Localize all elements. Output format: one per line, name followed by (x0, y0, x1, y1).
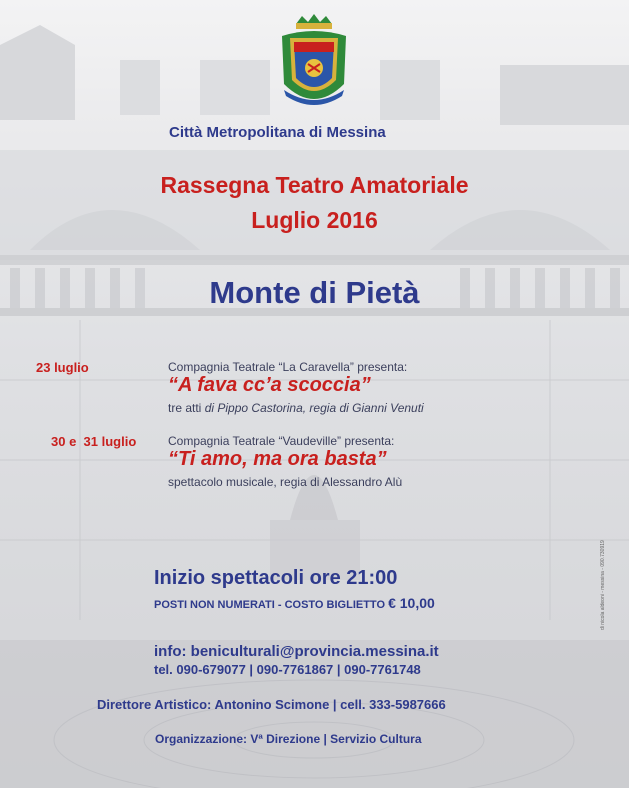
show-1-title: “A fava cc’a scoccia” (168, 374, 371, 396)
show-1-desc-prefix: tre atti (168, 401, 202, 415)
ticket-price: € 10,00 (388, 595, 435, 611)
show-2-title: “Ti amo, ma ora basta” (168, 448, 387, 470)
institution-name: Città Metropolitana di Messina (169, 124, 386, 141)
show-1-desc-author: di Pippo Castorina, regia di Gianni Venuti (204, 401, 424, 415)
start-time: Inizio spettacoli ore 21:00 (154, 567, 398, 589)
show-2-description: spettacolo musicale, regia di Alessandro Alù (168, 475, 403, 489)
info-email[interactable]: info: beniculturali@provincia.messina.it (154, 643, 439, 660)
organization: Organizzazione: Vª Direzione | Servizio Cultura (155, 732, 422, 746)
show-2-date: 30 e 31 luglio (51, 434, 137, 449)
event-date: Luglio 2016 (251, 207, 378, 233)
coat-of-arms-logo (278, 14, 350, 114)
designer-credit: di nicola aldeoni - messina - 090.730919 (600, 540, 606, 630)
show-1-company: Compagnia Teatrale “La Caravella” presenta: (168, 360, 408, 374)
venue-title: Monte di Pietà (209, 275, 420, 310)
show-1-date: 23 luglio (36, 360, 89, 375)
ticket-text: POSTI NON NUMERATI - COSTO BIGLIETTO (154, 599, 386, 611)
event-title: Rassegna Teatro Amatoriale (160, 172, 469, 198)
artistic-director: Direttore Artistico: Antonino Scimone | cell. 333-5987666 (97, 697, 446, 712)
show-2-company: Compagnia Teatrale “Vaudeville” presenta: (168, 434, 395, 448)
ticket-info (154, 595, 435, 611)
phone-numbers: tel. 090-679077 | 090-7761867 | 090-7761748 (154, 662, 421, 677)
show-1-description (168, 401, 424, 415)
